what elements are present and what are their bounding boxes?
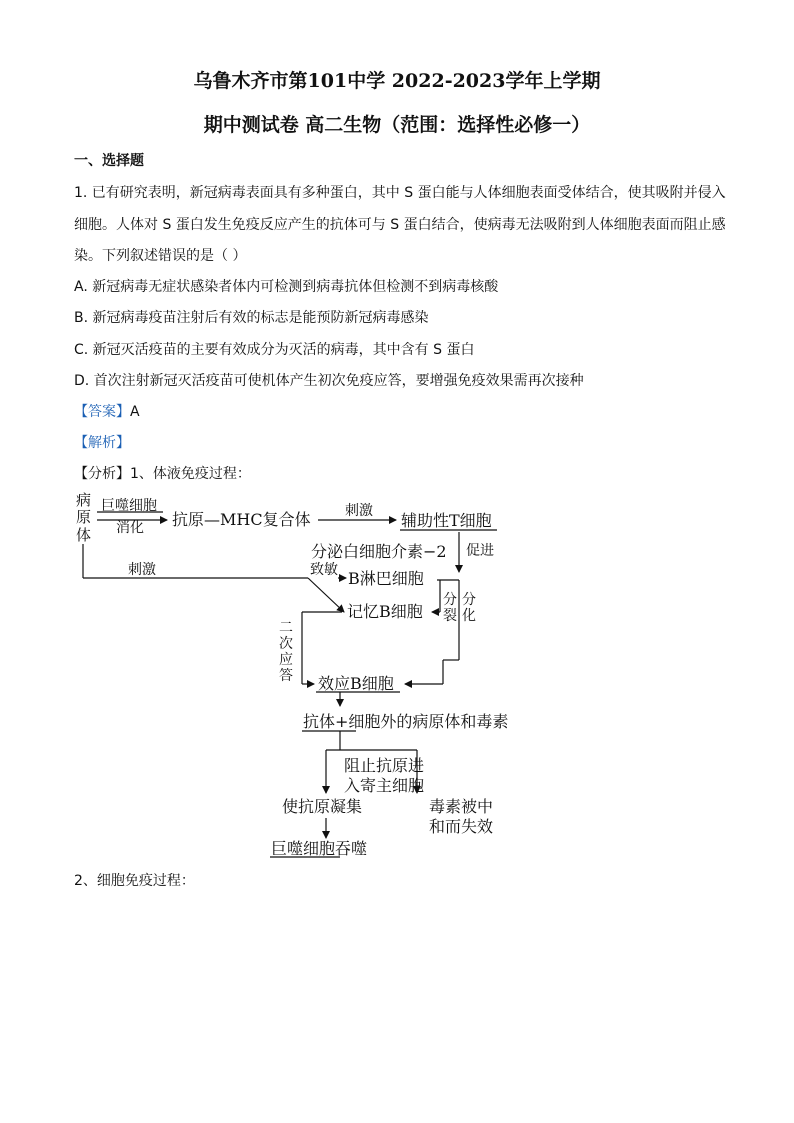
block-label-1: 阻止抗原进	[344, 756, 425, 775]
question-stem-line3: 染。下列叙述错误的是（ ）	[74, 248, 247, 264]
differentiate-char-2: 化	[462, 608, 476, 624]
secondary-char-1: 二	[279, 620, 293, 636]
pathogen-char-3: 体	[76, 526, 92, 544]
analysis-line: 【分析】1、体液免疫过程：	[74, 466, 251, 482]
analysis-label: 【解析】	[74, 435, 130, 451]
option-b: B. 新冠病毒疫苗注射后有效的标志是能预防新冠病毒感染	[74, 310, 429, 326]
sensitize-label: 致敏	[310, 562, 338, 578]
effector-b-label: 效应B细胞	[318, 674, 394, 693]
memory-b-label: 记忆B细胞	[347, 602, 423, 621]
phagocytose-label: 巨噬细胞吞噬	[271, 839, 368, 858]
document-title-line2: 期中测试卷 高二生物（范围：选择性必修一）	[203, 114, 591, 136]
option-a: A. 新冠病毒无症状感染者体内可检测到病毒抗体但检测不到病毒核酸	[74, 279, 499, 295]
option-c: C. 新冠灭活疫苗的主要有效成分为灭活的病毒，其中含有 S 蛋白	[74, 342, 475, 358]
il2-label: 分泌白细胞介素−2	[311, 542, 447, 561]
question-stem-line2: 细胞。人体对 S 蛋白发生免疫反应产生的抗体可与 S 蛋白结合，使病毒无法吸附到人体细胞表面而阻止感	[74, 217, 726, 233]
digest-label: 消化	[116, 520, 144, 536]
toxin-label-1: 毒素被中	[429, 797, 494, 816]
section2-heading: 2、细胞免疫过程：	[74, 873, 195, 889]
antigen-mhc-label: 抗原—MHC复合体	[172, 510, 311, 529]
answer-label: 【答案】	[74, 404, 130, 420]
question-stem-line1: 1. 已有研究表明，新冠病毒表面具有多种蛋白，其中 S 蛋白能与人体细胞表面受体结合，使其吸附并侵入	[74, 185, 726, 201]
helper-t-label: 辅助性T细胞	[401, 511, 492, 530]
macrophage-label: 巨噬细胞	[101, 498, 157, 514]
secondary-char-3: 应	[279, 652, 293, 668]
differentiate-char-1: 分	[462, 592, 476, 608]
antibody-line-label: 抗体+细胞外的病原体和毒素	[303, 712, 509, 731]
answer-value: A	[130, 404, 140, 420]
pathogen-char-1: 病	[76, 491, 92, 509]
stimulate-label-1: 刺激	[345, 503, 373, 519]
toxin-label-2: 和而失效	[429, 817, 494, 836]
divide-char-1: 分	[443, 592, 457, 608]
stimulate-label-2: 刺激	[128, 562, 156, 578]
agglutinate-label: 使抗原凝集	[282, 797, 363, 816]
block-label-2: 入寄主细胞	[344, 776, 425, 795]
divide-char-2: 裂	[443, 608, 457, 624]
b-cell-label: B淋巴细胞	[348, 569, 424, 588]
promote-label: 促进	[466, 543, 494, 559]
secondary-char-2: 次	[279, 636, 293, 652]
secondary-char-4: 答	[279, 668, 293, 684]
section-heading: 一、选择题	[74, 153, 144, 169]
option-d: D. 首次注射新冠灭活疫苗可使机体产生初次免疫应答，要增强免疫效果需再次接种	[74, 373, 584, 389]
pathogen-char-2: 原	[76, 508, 92, 526]
document-title-line1: 乌鲁木齐市第101中学 2022-2023学年上学期	[193, 70, 601, 92]
